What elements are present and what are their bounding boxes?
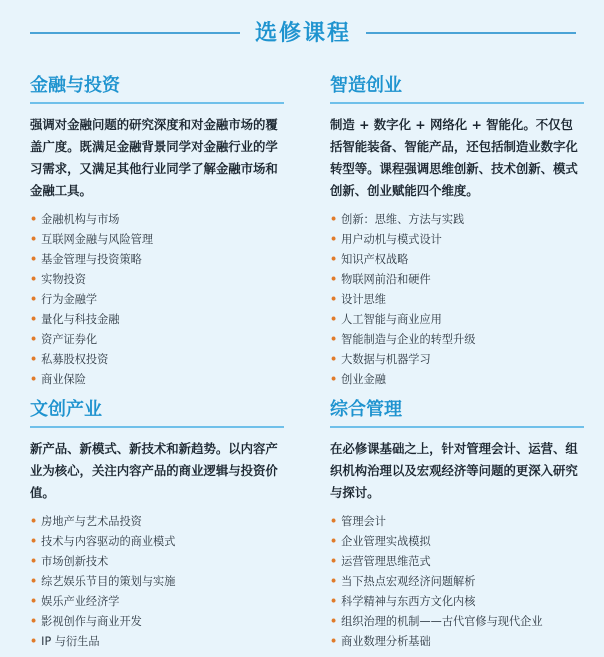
list-item: [30, 592, 284, 612]
list-item: [30, 370, 284, 390]
bullet-icon: •: [30, 313, 38, 326]
section-smart-manufacturing: [330, 74, 584, 390]
list-item: [30, 532, 284, 552]
bullet-icon: •: [30, 333, 38, 346]
course-name: 市场创新技术: [41, 555, 109, 568]
section-description: 新产品、新模式、新技术和新趋势。以内容产业为核心，关注内容产品的商业逻辑与投资价值。: [30, 441, 278, 500]
list-item: [30, 572, 284, 592]
bullet-icon: •: [30, 353, 38, 366]
bullet-icon: •: [330, 535, 338, 548]
list-item: [30, 310, 284, 330]
header-rule-left: [30, 32, 240, 34]
course-name: 运营管理思维范式: [341, 555, 431, 568]
bullet-icon: •: [30, 635, 38, 648]
course-name: 娱乐产业经济学: [41, 595, 120, 608]
course-name: 行为金融学: [41, 293, 98, 306]
list-item: [30, 250, 284, 270]
list-item: [330, 310, 584, 330]
course-name: 私募股权投资: [41, 353, 109, 366]
course-name: 科学精神与东西方文化内核: [341, 595, 476, 608]
course-name: 企业管理实战模拟: [341, 535, 431, 548]
list-item: [330, 330, 584, 350]
course-name: 组织治理的机制——古代官修与现代企业: [341, 615, 543, 628]
section-divider: [30, 426, 284, 428]
course-name: 当下热点宏观经济问题解析: [341, 575, 476, 588]
course-name: 创新：思维、方法与实践: [341, 213, 465, 226]
list-item: [330, 512, 584, 532]
list-item: [30, 210, 284, 230]
course-list: [330, 512, 584, 652]
list-item: [30, 330, 284, 350]
section-cultural-industry: [30, 398, 284, 652]
bullet-icon: •: [330, 373, 338, 386]
bullet-icon: •: [330, 595, 338, 608]
course-name: 房地产与艺术品投资: [41, 515, 142, 528]
course-name: 智能制造与企业的转型升级: [341, 333, 476, 346]
list-item: [30, 270, 284, 290]
bullet-icon: •: [30, 515, 38, 528]
bullet-icon: •: [330, 333, 338, 346]
course-name: 管理会计: [341, 515, 386, 528]
bullet-icon: •: [330, 615, 338, 628]
list-item: [330, 230, 584, 250]
course-name: 用户动机与模式设计: [341, 233, 442, 246]
list-item: [330, 350, 584, 370]
section-description: 制造 + 数字化 + 网络化 + 智能化。不仅包括智能装备、智能产品，还包括制造业数字化转型等。课程强调思维创新、技术创新、模式创新、创业赋能四个维度。: [330, 117, 578, 198]
list-item: [330, 290, 584, 310]
course-name: 技术与内容驱动的商业模式: [41, 535, 176, 548]
section-description: 强调对金融问题的研究深度和对金融市场的覆盖广度。既满足金融背景同学对金融行业的学习需求，又满足其他行业同学了解金融市场和金融工具。: [30, 117, 278, 198]
list-item: [330, 270, 584, 290]
list-item: [330, 612, 584, 632]
course-name: 实物投资: [41, 273, 86, 286]
list-item: [330, 632, 584, 652]
bullet-icon: •: [330, 555, 338, 568]
bullet-icon: •: [330, 575, 338, 588]
course-name: 综艺娱乐节目的策划与实施: [41, 575, 176, 588]
course-name: 知识产权战略: [341, 253, 409, 266]
list-item: [30, 290, 284, 310]
course-name: 基金管理与投资策略: [41, 253, 142, 266]
list-item: [330, 532, 584, 552]
course-name: 物联网前沿和硬件: [341, 273, 431, 286]
bullet-icon: •: [30, 535, 38, 548]
bullet-icon: •: [330, 635, 338, 648]
course-name: 量化与科技金融: [41, 313, 120, 326]
bullet-icon: •: [330, 253, 338, 266]
bullet-icon: •: [30, 373, 38, 386]
bullet-icon: •: [330, 213, 338, 226]
bullet-icon: •: [30, 233, 38, 246]
list-item: [330, 552, 584, 572]
section-divider: [330, 102, 584, 104]
list-item: [330, 592, 584, 612]
course-name: IP 与衍生品: [41, 635, 100, 648]
list-item: [330, 370, 584, 390]
course-name: 创业金融: [341, 373, 386, 386]
bullet-icon: •: [30, 293, 38, 306]
section-title: 文创产业: [30, 399, 102, 420]
list-item: [30, 552, 284, 572]
section-divider: [330, 426, 584, 428]
page-header: [0, 14, 604, 50]
list-item: [30, 632, 284, 652]
section-description: 在必修课基础之上，针对管理会计、运营、组织机构治理以及宏观经济等问题的更深入研究与探讨。: [330, 441, 578, 500]
course-name: 互联网金融与风险管理: [41, 233, 154, 246]
bullet-icon: •: [30, 595, 38, 608]
section-title: 智造创业: [330, 75, 402, 96]
bullet-icon: •: [330, 273, 338, 286]
bullet-icon: •: [30, 555, 38, 568]
bullet-icon: •: [30, 615, 38, 628]
course-name: 大数据与机器学习: [341, 353, 431, 366]
bullet-icon: •: [330, 353, 338, 366]
bullet-icon: •: [330, 313, 338, 326]
list-item: [30, 230, 284, 250]
bullet-icon: •: [30, 253, 38, 266]
course-name: 人工智能与商业应用: [341, 313, 442, 326]
section-title: 金融与投资: [30, 75, 120, 96]
section-general-management: [330, 398, 584, 652]
course-list: [30, 512, 284, 652]
list-item: [330, 210, 584, 230]
course-name: 商业数理分析基础: [341, 635, 431, 648]
bullet-icon: •: [330, 293, 338, 306]
list-item: [330, 572, 584, 592]
course-name: 商业保险: [41, 373, 86, 386]
bullet-icon: •: [30, 213, 38, 226]
bullet-icon: •: [330, 515, 338, 528]
section-divider: [30, 102, 284, 104]
bullet-icon: •: [30, 273, 38, 286]
course-list: [30, 210, 284, 390]
list-item: [30, 612, 284, 632]
list-item: [30, 350, 284, 370]
course-name: 影视创作与商业开发: [41, 615, 142, 628]
course-name: 金融机构与市场: [41, 213, 120, 226]
page-title: 选修课程: [254, 21, 351, 46]
section-finance: [30, 74, 284, 390]
course-name: 设计思维: [341, 293, 386, 306]
header-rule-right: [366, 32, 576, 34]
bullet-icon: •: [330, 233, 338, 246]
course-name: 资产证券化: [41, 333, 98, 346]
bullet-icon: •: [30, 575, 38, 588]
list-item: [330, 250, 584, 270]
list-item: [30, 512, 284, 532]
section-title: 综合管理: [330, 399, 402, 420]
course-list: [330, 210, 584, 390]
